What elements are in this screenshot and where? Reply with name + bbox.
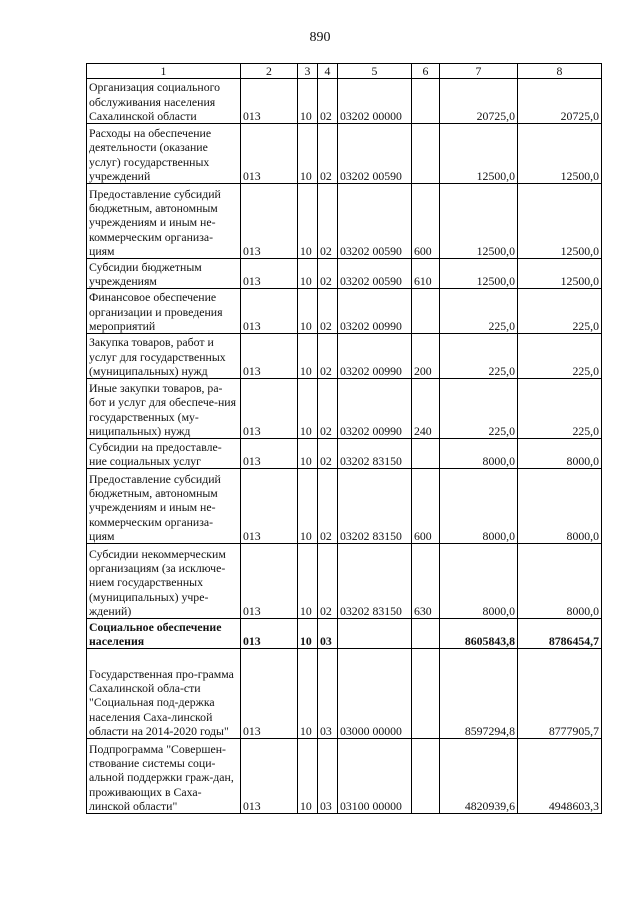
table-row (87, 439, 602, 469)
row-name-cell: Организация социального обслуживания населения Сахалинской области (87, 79, 241, 124)
table-row (87, 544, 602, 619)
ministry-code-cell: 013 (241, 469, 298, 544)
row-name-cell: Социальное обеспечение населения (87, 619, 241, 649)
section-cell: 10 (298, 439, 318, 469)
table-row (87, 184, 602, 259)
expense-type-cell (412, 739, 440, 814)
target-article-cell: 03202 83150 (338, 544, 412, 619)
subsection-cell: 02 (318, 439, 338, 469)
column-header: 2 (241, 64, 298, 79)
target-article-cell: 03100 00000 (338, 739, 412, 814)
expense-type-cell (412, 439, 440, 469)
column-header: 1 (87, 64, 241, 79)
budget-table (86, 63, 602, 814)
table-row (87, 469, 602, 544)
ministry-code-cell: 013 (241, 439, 298, 469)
column-header: 6 (412, 64, 440, 79)
section-cell: 10 (298, 619, 318, 649)
expense-type-cell (412, 649, 440, 739)
amount-2019-cell: 4820939,6 (440, 739, 518, 814)
section-cell: 10 (298, 334, 318, 379)
amount-2020-cell: 4948603,3 (518, 739, 602, 814)
expense-type-cell (412, 79, 440, 124)
amount-2019-cell: 8000,0 (440, 469, 518, 544)
amount-2019-cell: 12500,0 (440, 184, 518, 259)
table-row (87, 649, 602, 739)
column-header: 4 (318, 64, 338, 79)
amount-2019-cell: 8000,0 (440, 544, 518, 619)
table-row (87, 259, 602, 289)
table-row (87, 739, 602, 814)
amount-2019-cell: 20725,0 (440, 79, 518, 124)
target-article-cell: 03202 00990 (338, 289, 412, 334)
table-row (87, 79, 602, 124)
target-article-cell: 03202 00590 (338, 184, 412, 259)
ministry-code-cell: 013 (241, 334, 298, 379)
amount-2020-cell: 8000,0 (518, 544, 602, 619)
subsection-cell: 02 (318, 79, 338, 124)
target-article-cell: 03202 00000 (338, 79, 412, 124)
amount-2020-cell: 8000,0 (518, 439, 602, 469)
ministry-code-cell: 013 (241, 619, 298, 649)
subsection-cell: 02 (318, 469, 338, 544)
row-name-cell: Расходы на обеспечение деятельности (оказание услуг) государственных учреждений (87, 124, 241, 184)
row-name-cell: Подпрограмма "Совершен-ствование системы соци-альной поддержки граж-дан, проживающих в Саха-линской области" (87, 739, 241, 814)
ministry-code-cell: 013 (241, 124, 298, 184)
section-cell: 10 (298, 184, 318, 259)
target-article-cell: 03202 00990 (338, 334, 412, 379)
amount-2019-cell: 225,0 (440, 334, 518, 379)
section-cell: 10 (298, 79, 318, 124)
amount-2019-cell: 8597294,8 (440, 649, 518, 739)
subsection-cell: 02 (318, 379, 338, 439)
row-name-cell: Предоставление субсидий бюджетным, автономным учреждениям и иным не-коммерческим организа-циям (87, 469, 241, 544)
subsection-cell: 02 (318, 259, 338, 289)
expense-type-cell: 240 (412, 379, 440, 439)
ministry-code-cell: 013 (241, 649, 298, 739)
target-article-cell: 03202 00590 (338, 259, 412, 289)
subsection-cell: 02 (318, 124, 338, 184)
amount-2020-cell: 225,0 (518, 334, 602, 379)
table-row (87, 379, 602, 439)
header-row (87, 64, 602, 79)
target-article-cell: 03000 00000 (338, 649, 412, 739)
amount-2020-cell: 20725,0 (518, 79, 602, 124)
subsection-cell: 02 (318, 184, 338, 259)
subsection-cell: 03 (318, 739, 338, 814)
amount-2020-cell: 225,0 (518, 289, 602, 334)
subsection-cell: 03 (318, 649, 338, 739)
expense-type-cell (412, 124, 440, 184)
target-article-cell: 03202 83150 (338, 439, 412, 469)
amount-2019-cell: 225,0 (440, 289, 518, 334)
amount-2020-cell: 8786454,7 (518, 619, 602, 649)
section-cell: 10 (298, 544, 318, 619)
expense-type-cell: 200 (412, 334, 440, 379)
row-name-cell: Государственная про-грамма Сахалинской обла-сти "Социальная под-держка населения Саха-линской области на 2014-2020 годы" (87, 649, 241, 739)
section-cell: 10 (298, 124, 318, 184)
column-header: 5 (338, 64, 412, 79)
target-article-cell: 03202 00990 (338, 379, 412, 439)
subsection-cell: 02 (318, 334, 338, 379)
subsection-cell: 02 (318, 544, 338, 619)
column-header: 7 (440, 64, 518, 79)
row-name-cell: Финансовое обеспечение организации и проведения мероприятий (87, 289, 241, 334)
row-name-cell: Субсидии некоммерческим организациям (за исключе-нием государственных (муниципальных) учре-ждений) (87, 544, 241, 619)
amount-2019-cell: 8000,0 (440, 439, 518, 469)
expense-type-cell: 610 (412, 259, 440, 289)
table-row (87, 619, 602, 649)
page-number: 890 (309, 30, 331, 45)
section-cell: 10 (298, 259, 318, 289)
column-header: 8 (518, 64, 602, 79)
amount-2020-cell: 12500,0 (518, 259, 602, 289)
ministry-code-cell: 013 (241, 289, 298, 334)
row-name-cell: Иные закупки товаров, ра-бот и услуг для обеспече-ния государственных (му-ниципальных) нужд (87, 379, 241, 439)
row-name-cell: Закупка товаров, работ и услуг для государственных (муниципальных) нужд (87, 334, 241, 379)
amount-2020-cell: 225,0 (518, 379, 602, 439)
ministry-code-cell: 013 (241, 739, 298, 814)
target-article-cell: 03202 83150 (338, 469, 412, 544)
amount-2020-cell: 8777905,7 (518, 649, 602, 739)
amount-2019-cell: 225,0 (440, 379, 518, 439)
amount-2019-cell: 12500,0 (440, 259, 518, 289)
row-name-cell: Предоставление субсидий бюджетным, автономным учреждениям и иным не-коммерческим организа-циям (87, 184, 241, 259)
section-cell: 10 (298, 289, 318, 334)
target-article-cell (338, 619, 412, 649)
column-header: 3 (298, 64, 318, 79)
section-cell: 10 (298, 469, 318, 544)
table-row (87, 124, 602, 184)
section-cell: 10 (298, 739, 318, 814)
expense-type-cell (412, 289, 440, 334)
row-name-cell: Субсидии бюджетным учреждениям (87, 259, 241, 289)
target-article-cell: 03202 00590 (338, 124, 412, 184)
ministry-code-cell: 013 (241, 79, 298, 124)
amount-2020-cell: 8000,0 (518, 469, 602, 544)
ministry-code-cell: 013 (241, 259, 298, 289)
subsection-cell: 02 (318, 289, 338, 334)
ministry-code-cell: 013 (241, 184, 298, 259)
subsection-cell: 03 (318, 619, 338, 649)
amount-2020-cell: 12500,0 (518, 184, 602, 259)
table-row (87, 289, 602, 334)
ministry-code-cell: 013 (241, 544, 298, 619)
row-name-cell: Субсидии на предоставле-ние социальных услуг (87, 439, 241, 469)
table-row (87, 334, 602, 379)
amount-2019-cell: 12500,0 (440, 124, 518, 184)
expense-type-cell (412, 619, 440, 649)
expense-type-cell: 600 (412, 184, 440, 259)
expense-type-cell: 600 (412, 469, 440, 544)
expense-type-cell: 630 (412, 544, 440, 619)
section-cell: 10 (298, 649, 318, 739)
ministry-code-cell: 013 (241, 379, 298, 439)
amount-2019-cell: 8605843,8 (440, 619, 518, 649)
section-cell: 10 (298, 379, 318, 439)
amount-2020-cell: 12500,0 (518, 124, 602, 184)
